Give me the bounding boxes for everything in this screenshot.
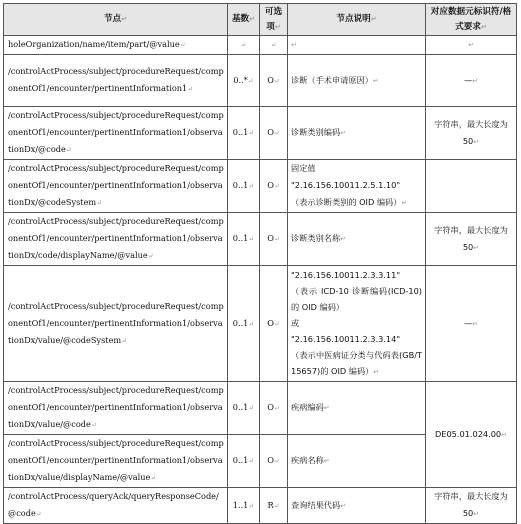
node-path-cell: /controlActProcess/subject/procedureRequest/componentOf1/encounter/pertinentInformation1/observationDx/value/@code↵ [4,382,228,435]
node-path-cell: /controlActProcess/subject/procedureRequest/componentOf1/encounter/pertinentInformation1/observationDx/@code↵ [4,107,228,160]
description-cell: "2.16.156.10011.2.3.3.11" （表示 ICD-10 诊断编码(ICD-10)的 OID 编码） 或 "2.16.156.10011.2.3.3.14" （表示中医病证分类与代码表(GB/T 15657)的 OID 编码）↵ [288,266,426,382]
description-cell: 固定值 "2.16.156.10011.2.5.1.10" （表示诊断类别的 OID 编码）↵ [288,160,426,213]
node-path-cell: /controlActProcess/subject/procedureRequest/componentOf1/encounter/pertinentInformation1/observationDx/value/@codeSystem↵ [4,266,228,382]
standard-cell: 字符串，最大长度为 50↵ [426,488,517,524]
description-cell: ↵ [288,36,426,55]
cardinality-cell: ↵ [228,36,260,55]
optional-cell: O↵ [260,435,288,488]
cardinality-cell: 0..1↵ [228,160,260,213]
cardinality-cell: 1..1↵ [228,488,260,524]
table-row [4,55,517,107]
cardinality-cell: 0..1↵ [228,382,260,435]
table-header-row [4,4,517,36]
standard-cell: —↵ [426,55,517,107]
table-row [4,160,517,213]
optional-cell: ↵ [260,36,288,55]
table-row [4,488,517,524]
node-path-cell: /controlActProcess/subject/procedureRequest/componentOf1/encounter/pertinentInformation1/observationDx/@codeSystem↵ [4,160,228,213]
table-row [4,382,517,435]
standard-cell: DE05.01.024.00↵ [426,382,517,488]
optional-cell: O↵ [260,107,288,160]
description-cell: 查询结果代码↵ [288,488,426,524]
header-cardinality: 基数↵ [228,4,260,36]
optional-cell: O↵ [260,160,288,213]
description-cell: 疾病名称↵ [288,435,426,488]
header-standard: 对应数据元标识符/格式要求↵ [426,4,517,36]
node-path-cell: /controlActProcess/subject/procedureRequest/componentOf1/encounter/pertinentInformation1/observationDx/value/displayName/@value↵ [4,435,228,488]
description-cell: 疾病编码↵ [288,382,426,435]
optional-cell: O↵ [260,213,288,266]
node-path-cell: /controlActProcess/queryAck/queryResponseCode/@code↵ [4,488,228,524]
header-node: 节点↵ [4,4,228,36]
table-row [4,36,517,55]
table-row [4,213,517,266]
cardinality-cell: 0..1↵ [228,435,260,488]
cardinality-cell: 0..1↵ [228,266,260,382]
description-cell: 诊断（手术申请原因）↵ [288,55,426,107]
description-cell: 诊断类别编码↵ [288,107,426,160]
node-path-cell: /controlActProcess/subject/procedureRequest/componentOf1/encounter/pertinentInformation1↵ [4,55,228,107]
standard-cell: ↵ [426,36,517,55]
cardinality-cell: 0..1↵ [228,107,260,160]
optional-cell: O↵ [260,55,288,107]
cardinality-cell: 0..*↵ [228,55,260,107]
header-node-description: 节点说明↵ [288,4,426,36]
standard-cell: 字符串，最大长度为 50↵ [426,107,517,160]
standard-cell [426,160,517,213]
optional-cell: O↵ [260,382,288,435]
description-cell: 诊断类别名称↵ [288,213,426,266]
node-path-cell: /controlActProcess/subject/procedureRequest/componentOf1/encounter/pertinentInformation1/observationDx/code/displayName/@value↵ [4,213,228,266]
header-optional: 可选项↵ [260,4,288,36]
optional-cell: R↵ [260,488,288,524]
standard-cell: —↵ [426,266,517,382]
optional-cell: O↵ [260,266,288,382]
cardinality-cell: 0..1↵ [228,213,260,266]
data-element-table [3,3,517,524]
standard-cell: 字符串，最大长度为 50↵ [426,213,517,266]
node-path-cell: holeOrganization/name/item/part/@value↵ [4,36,228,55]
table-row [4,266,517,382]
table-row [4,107,517,160]
